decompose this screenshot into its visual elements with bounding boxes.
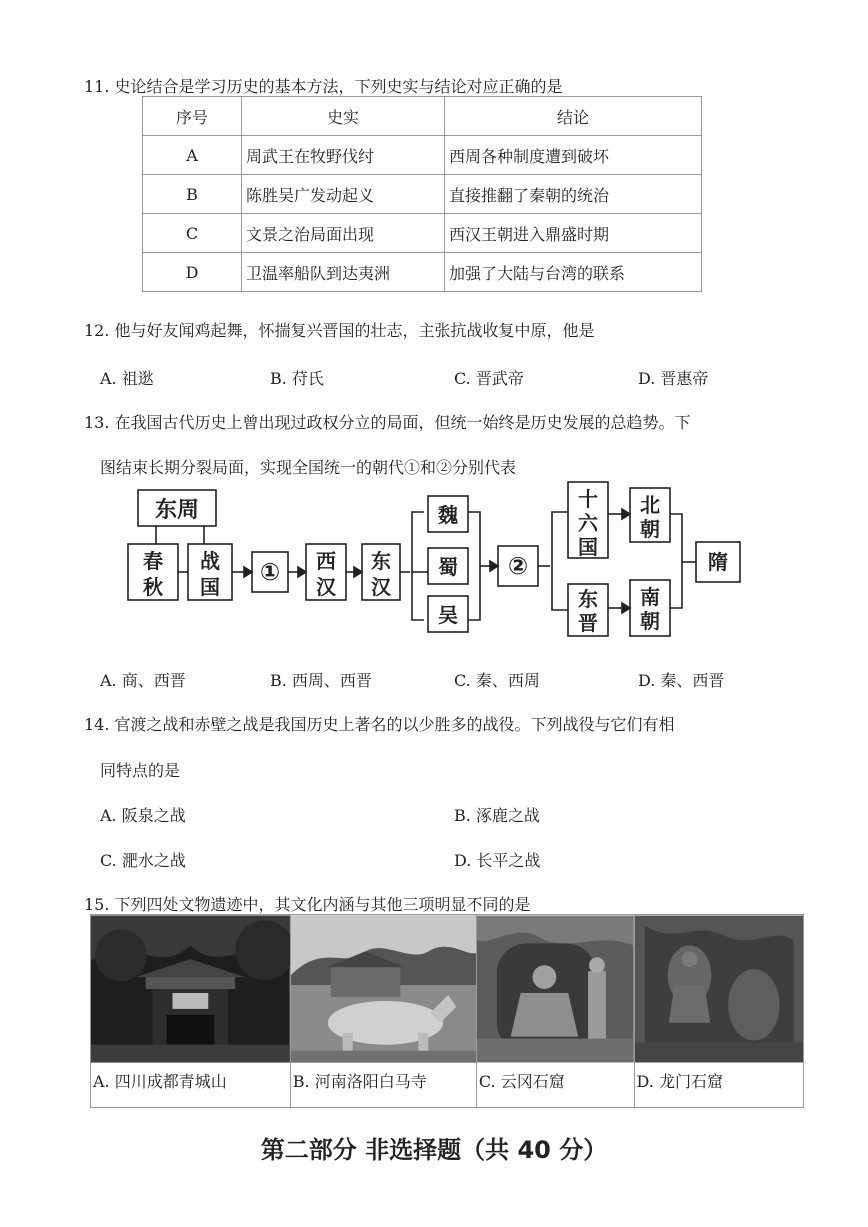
label-sui: 隋 — [708, 550, 728, 574]
label-donghan-2: 汉 — [371, 575, 391, 599]
label-zhanguo-2: 国 — [200, 575, 220, 599]
q15-image-table — [90, 914, 804, 1108]
qingchengshan-photo — [91, 915, 290, 1063]
q14-stem-line2: 同特点的是 — [100, 761, 181, 780]
table-cell: 直接推翻了秦朝的统治 — [445, 175, 702, 214]
table-row — [143, 136, 702, 175]
q15-cell-c — [476, 915, 634, 1108]
table-cell: 周武王在牧野伐纣 — [242, 136, 445, 175]
label-nanchao-1: 南 — [640, 585, 660, 609]
q12-option-b[interactable]: B. 苻氏 — [270, 369, 324, 388]
q15-stem: 15. 下列四处文物遗迹中，其文化内涵与其他三项明显不同的是 — [84, 895, 531, 914]
q15-caption-b[interactable]: B. 河南洛阳白马寺 — [292, 1072, 427, 1091]
table-cell: 西周各种制度遭到破坏 — [445, 136, 702, 175]
q13-stem-line2: 图结束长期分裂局面，实现全国统一的朝代①和②分别代表 — [100, 458, 517, 477]
label-dongzhou: 东周 — [154, 498, 200, 523]
label-dongjin-2: 晋 — [578, 611, 598, 635]
q14-option-d[interactable]: D. 长平之战 — [454, 851, 541, 870]
q12-option-d[interactable]: D. 晋惠帝 — [638, 369, 709, 388]
table-row — [143, 175, 702, 214]
label-wei: 魏 — [438, 503, 458, 527]
label-nanchao-2: 朝 — [640, 609, 660, 633]
table-row — [143, 214, 702, 253]
label-wu: 吴 — [438, 603, 458, 627]
label-chunqiu-1: 春 — [143, 549, 163, 573]
label-shu: 蜀 — [438, 555, 458, 579]
q15-cell-b — [290, 915, 476, 1108]
label-shiliuguo-1: 十 — [578, 487, 598, 511]
label-beichao-2: 朝 — [640, 517, 660, 541]
q13-stem-line1: 13. 在我国古代历史上曾出现过政权分立的局面，但统一始终是历史发展的总趋势。下 — [84, 413, 691, 432]
table-cell: 陈胜吴广发动起义 — [242, 175, 445, 214]
label-shiliuguo-2: 六 — [578, 511, 598, 535]
q12-stem: 12. 他与好友闻鸡起舞，怀揣复兴晋国的壮志，主张抗战收复中原，他是 — [84, 321, 595, 340]
table-cell: 加强了大陆与台湾的联系 — [445, 253, 702, 292]
part2-heading: 第二部分 非选择题（共 40 分） — [260, 1136, 608, 1164]
q14-stem-line1: 14. 官渡之战和赤壁之战是我国历史上著名的以少胜多的战役。下列战役与它们有相 — [84, 715, 675, 734]
yungang-grottoes-photo — [477, 915, 634, 1063]
q15-cell-d — [634, 915, 803, 1108]
table-header: 史实 — [242, 97, 445, 136]
q15-caption-a[interactable]: A. 四川成都青城山 — [93, 1072, 227, 1091]
label-xihan-1: 西 — [316, 549, 336, 573]
table-cell: A — [143, 136, 242, 175]
dynasty-diagram — [120, 478, 760, 638]
label-circle1: ① — [259, 558, 281, 586]
label-xihan-2: 汉 — [316, 575, 336, 599]
q15-caption-d[interactable]: D. 龙门石窟 — [636, 1072, 723, 1091]
table-row — [143, 253, 702, 292]
label-chunqiu-2: 秋 — [143, 575, 163, 599]
label-beichao-1: 北 — [640, 493, 660, 517]
table-cell: 卫温率船队到达夷洲 — [242, 253, 445, 292]
table-cell: 西汉王朝进入鼎盛时期 — [445, 214, 702, 253]
q14-option-c[interactable]: C. 淝水之战 — [100, 851, 186, 870]
label-shiliuguo-3: 国 — [578, 535, 598, 559]
q11-stem: 11. 史论结合是学习历史的基本方法，下列史实与结论对应正确的是 — [84, 77, 563, 96]
q14-option-b[interactable]: B. 涿鹿之战 — [454, 806, 540, 825]
table-cell: D — [143, 253, 242, 292]
q12-option-a[interactable]: A. 祖逖 — [100, 369, 154, 388]
longmen-grottoes-photo — [635, 915, 803, 1063]
table-cell: B — [143, 175, 242, 214]
q12-option-c[interactable]: C. 晋武帝 — [454, 369, 524, 388]
label-donghan-1: 东 — [371, 549, 391, 573]
q13-option-d[interactable]: D. 秦、西晋 — [638, 671, 725, 690]
label-circle2: ② — [507, 552, 529, 580]
baimasi-photo — [291, 915, 476, 1063]
table-header-row — [143, 97, 702, 136]
q11-table — [142, 96, 702, 292]
table-header: 序号 — [143, 97, 242, 136]
label-zhanguo-1: 战 — [200, 549, 220, 573]
q13-option-b[interactable]: B. 西周、西晋 — [270, 671, 372, 690]
q15-cell-a — [91, 915, 291, 1108]
table-header: 结论 — [445, 97, 702, 136]
table-cell: 文景之治局面出现 — [242, 214, 445, 253]
q15-caption-c[interactable]: C. 云冈石窟 — [478, 1072, 565, 1091]
q13-option-c[interactable]: C. 秦、西周 — [454, 671, 540, 690]
q14-option-a[interactable]: A. 阪泉之战 — [100, 806, 186, 825]
q13-option-a[interactable]: A. 商、西晋 — [100, 671, 186, 690]
table-cell: C — [143, 214, 242, 253]
label-dongjin-1: 东 — [578, 587, 598, 611]
